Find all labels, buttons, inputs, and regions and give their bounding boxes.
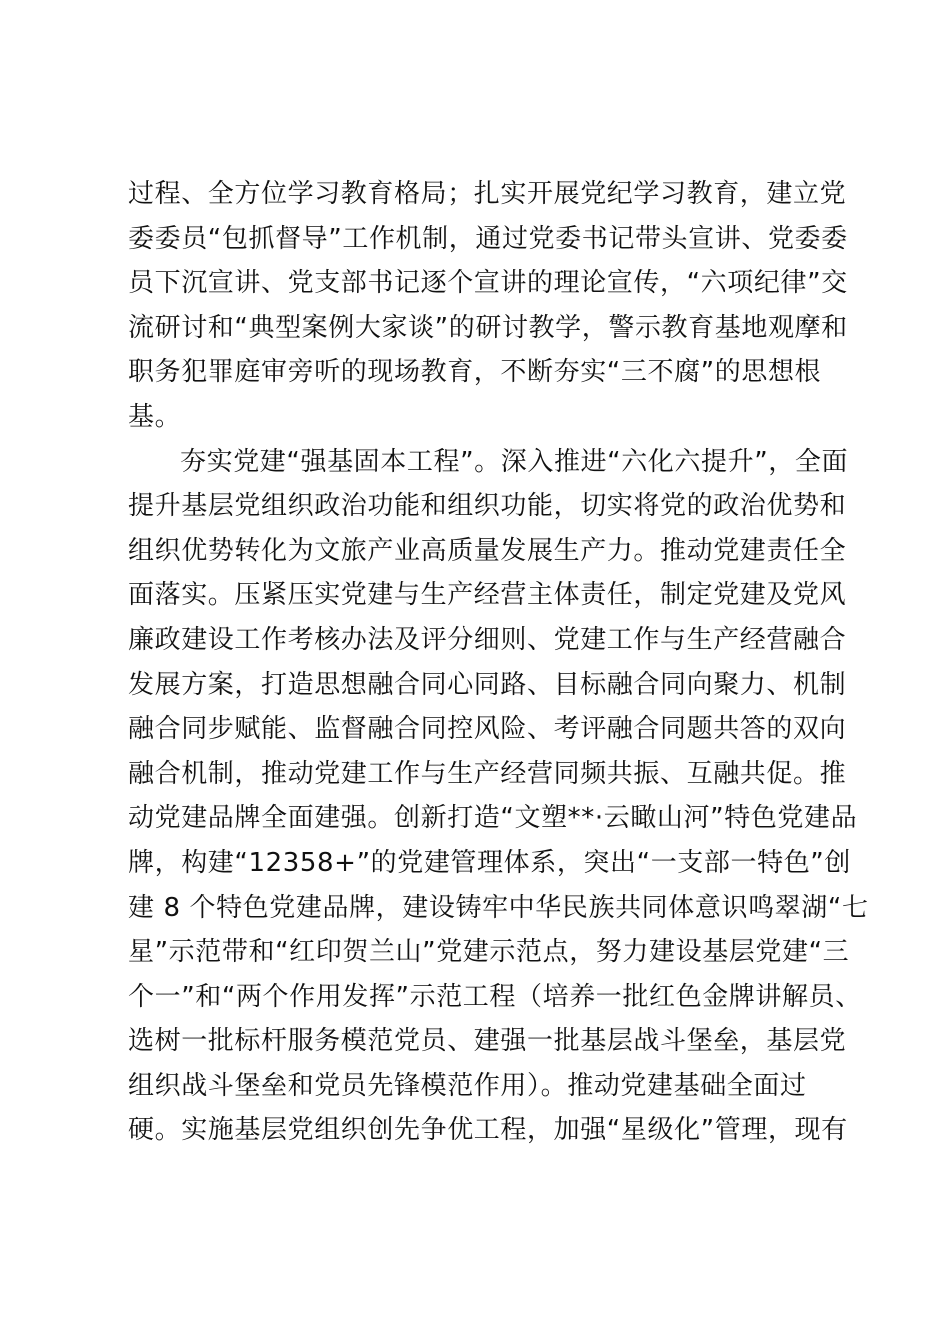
text-line: 星”示范带和“红印贺兰山”党建示范点，努力建设基层党建“三 — [128, 937, 850, 968]
text-line: 流研讨和“典型案例大家谈”的研讨教学，警示教育基地观摩和 — [128, 312, 848, 343]
text-line: 委委员“包抓督导”工作机制，通过党委书记带头宣讲、党委委 — [128, 223, 848, 254]
text-line: 员下沉宣讲、党支部书记逐个宣讲的理论宣传，“六项纪律”交 — [128, 268, 848, 299]
text-line: 组织战斗堡垒和党员先锋模范作用）。推动党建基础全面过 — [128, 1070, 807, 1101]
text-line: 硬。实施基层党组织创先争优工程，加强“星级化”管理，现有 — [128, 1115, 848, 1146]
text-line: 夯实党建“强基固本工程”。深入推进“六化六提升”，全面 — [180, 446, 849, 477]
text-line: 融合同步赋能、监督融合同控风险、考评融合同题共答的双向 — [128, 714, 847, 745]
text-line: 牌，构建“12358+”的党建管理体系，突出“一支部一特色”创 — [128, 847, 851, 878]
text-line: 过程、全方位学习教育格局；扎实开展党纪学习教育，建立党 — [128, 179, 847, 209]
text-line: 建 8 个特色党建品牌，建设铸牢中华民族共同体意识鸣翠湖“七 — [128, 892, 869, 923]
text-line: 个一”和“两个作用发挥”示范工程（培养一批红色金牌讲解员、 — [128, 981, 862, 1012]
paragraph-2 — [128, 440, 869, 1154]
text-line: 发展方案，打造思想融合同心同路、目标融合同向聚力、机制 — [128, 669, 847, 700]
text-line: 廉政建设工作考核办法及评分细则、党建工作与生产经营融合 — [128, 624, 847, 655]
text-line: 基。 — [128, 401, 182, 432]
paragraph-1 — [128, 172, 848, 440]
text-line: 选树一批标杆服务模范党员、建强一批基层战斗堡垒，基层党 — [128, 1026, 847, 1057]
text-line: 职务犯罪庭审旁听的现场教育，不断夯实“三不腐”的思想根 — [128, 357, 822, 388]
text-line: 面落实。压紧压实党建与生产经营主体责任，制定党建及党风 — [128, 580, 847, 611]
text-line: 融合机制，推动党建工作与生产经营同频共振、互融共促。推 — [128, 758, 847, 789]
text-line: 动党建品牌全面建强。创新打造“文塑**·云瞰山河”特色党建品 — [128, 803, 858, 834]
text-line: 提升基层党组织政治功能和组织功能，切实将党的政治优势和 — [128, 491, 847, 522]
text-line: 组织优势转化为文旅产业高质量发展生产力。推动党建责任全 — [128, 535, 847, 566]
body-text — [128, 172, 869, 1153]
